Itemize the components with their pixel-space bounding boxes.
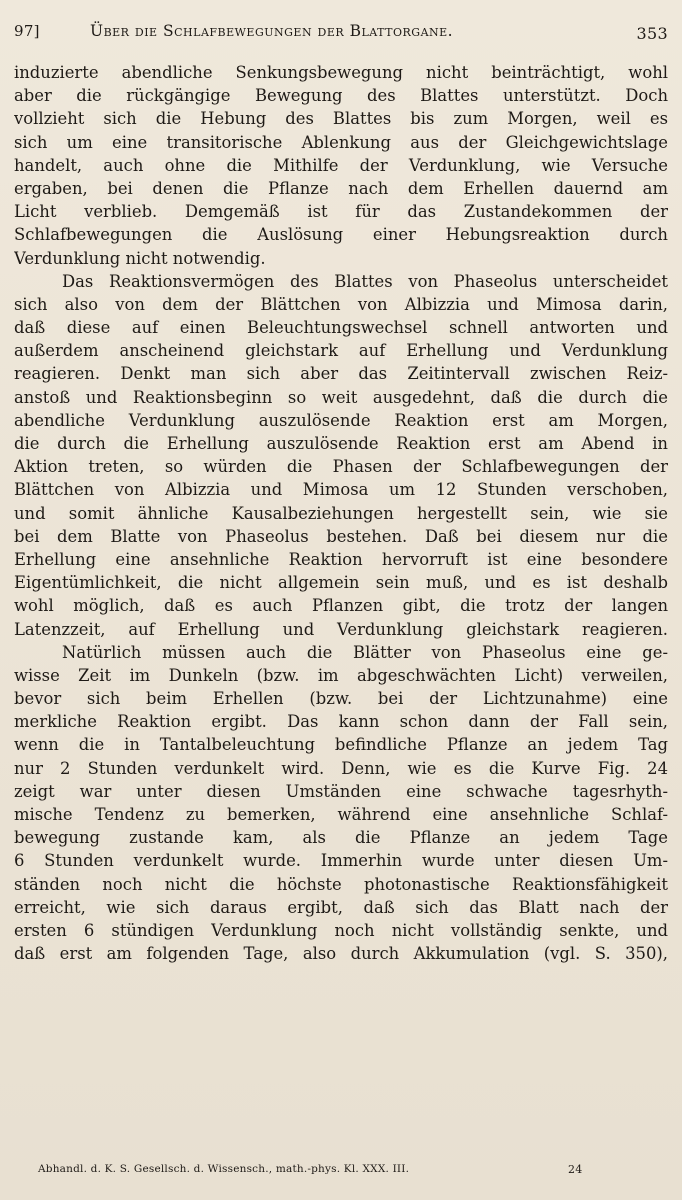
- text-line: abendliche Verdunklung auszulösende Reaktion erst am Morgen,: [14, 410, 668, 430]
- text-line: zeigt war unter diesen Umständen eine schwache tagesrhyth-: [14, 781, 668, 801]
- text-line: Eigentümlichkeit, die nicht allgemein sein muß, und es ist deshalb: [14, 573, 668, 593]
- text-line: mische Tendenz zu bemerken, während eine ansehnliche Schlaf-: [14, 805, 668, 824]
- text-line: daß diese auf einen Beleuchtungswechsel schnell antworten und: [14, 318, 668, 338]
- text-line: bevor sich beim Erhellen (bzw. bei der Lichtzunahme) eine: [14, 689, 668, 709]
- text-line: Licht verblieb. Demgemäß ist für das Zustandekommen der: [14, 202, 668, 222]
- text-line: nur 2 Stunden verdunkelt wird. Denn, wie es die Kurve Fig. 24: [14, 758, 668, 778]
- text-line: vollzieht sich die Hebung des Blattes bis zum Morgen, weil es: [14, 109, 668, 129]
- text-line: handelt, auch ohne die Mithilfe der Verdunklung, wie Versuche: [14, 155, 668, 175]
- text-line: merkliche Reaktion ergibt. Das kann schon dann der Fall sein,: [14, 712, 668, 732]
- text-line: daß erst am folgenden Tage, also durch Akkumulation (vgl. S. 350),: [14, 944, 668, 964]
- running-header: [14, 22, 668, 44]
- paragraph-start-line: Natürlich müssen auch die Blätter von Phaseolus eine ge-: [62, 642, 668, 662]
- text-line: 6 Stunden verdunkelt wurde. Immerhin wurde unter diesen Um-: [14, 851, 668, 871]
- journal-citation: Abhandl. d. K. S. Gesellsch. d. Wissensch., math.-phys. Kl. XXX. III.: [38, 1163, 410, 1175]
- text-line: Schlafbewegungen die Auslösung einer Hebungsreaktion durch: [14, 225, 668, 245]
- paragraph-end-line: Latenzzeit, auf Erhellung und Verdunklung gleichstark reagieren.: [14, 619, 668, 639]
- signature-mark: 24: [568, 1163, 583, 1176]
- text-line: bewegung zustande kam, als die Pflanze an jedem Tage: [14, 828, 668, 848]
- paragraph-start-line: Das Reaktionsvermögen des Blattes von Phaseolus unterscheidet: [62, 271, 668, 291]
- text-line: wohl möglich, daß es auch Pflanzen gibt, die trotz der langen: [14, 596, 668, 616]
- body-text: [14, 61, 668, 965]
- running-title: Über die Schlafbewegungen der Blattorgane.: [90, 22, 454, 40]
- text-line: Aktion treten, so würden die Phasen der Schlafbewegungen der: [14, 457, 668, 477]
- text-line: ergaben, bei denen die Pflanze nach dem Erhellen dauernd am: [14, 178, 668, 198]
- text-line: sich um eine transitorische Ablenkung aus der Gleichgewichtslage: [14, 132, 668, 152]
- text-line: wenn die in Tantalbeleuchtung befindliche Pflanze an jedem Tag: [14, 735, 668, 755]
- text-line: und somit ähnliche Kausalbeziehungen hergestellt sein, wie sie: [14, 503, 668, 523]
- text-line: wisse Zeit im Dunkeln (bzw. im abgeschwächten Licht) verweilen,: [14, 665, 668, 685]
- text-line: reagieren. Denkt man sich aber das Zeitintervall zwischen Reiz-: [14, 364, 668, 384]
- page-footer: [38, 1163, 638, 1179]
- text-line: aber die rückgängige Bewegung des Blattes unterstützt. Doch: [14, 86, 668, 106]
- paragraph-end-line: Verdunklung nicht notwendig.: [14, 248, 266, 268]
- text-line: außerdem anscheinend gleichstark auf Erhellung und Verdunklung: [14, 341, 668, 361]
- text-line: Blättchen von Albizzia und Mimosa um 12 Stunden verschoben,: [14, 480, 668, 500]
- text-line: sich also von dem der Blättchen von Albizzia und Mimosa darin,: [14, 294, 668, 314]
- page-number: 353: [636, 24, 668, 43]
- text-line: die durch die Erhellung auszulösende Reaktion erst am Abend in: [14, 434, 668, 453]
- text-line: ersten 6 stündigen Verdunklung noch nicht vollständig senkte, und: [14, 920, 668, 940]
- text-line: bei dem Blatte von Phaseolus bestehen. Daß bei diesem nur die: [14, 526, 668, 546]
- text-line: induzierte abendliche Senkungsbewegung nicht beinträchtigt, wohl: [14, 63, 668, 82]
- text-line: ständen noch nicht die höchste photonastische Reaktionsfähigkeit: [14, 874, 668, 894]
- text-line: Erhellung eine ansehnliche Reaktion hervorruft ist eine besondere: [14, 549, 668, 569]
- text-line: erreicht, wie sich daraus ergibt, daß sich das Blatt nach der: [14, 897, 668, 917]
- text-line: anstoß und Reaktionsbeginn so weit ausgedehnt, daß die durch die: [14, 387, 668, 407]
- section-number: 97]: [14, 22, 40, 40]
